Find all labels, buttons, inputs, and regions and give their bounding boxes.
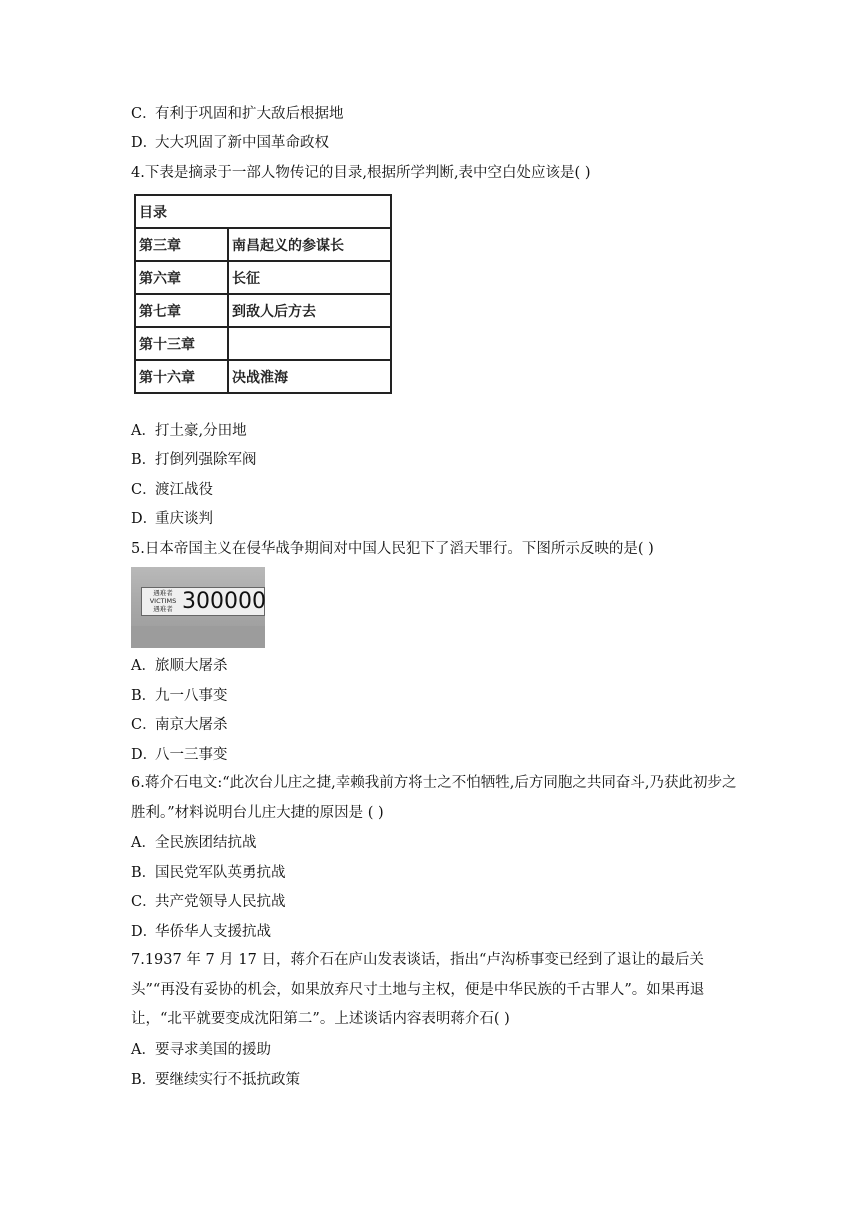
option-text: 重庆谈判: [155, 511, 213, 527]
victims-plaque: [141, 587, 265, 616]
toc-row: [135, 228, 391, 261]
toc-title: 南昌起义的参谋长: [228, 228, 391, 261]
option-text: 旅顺大屠杀: [155, 658, 228, 674]
option-text: 有利于巩固和扩大敌后根据地: [155, 106, 344, 122]
q6-option-c: [131, 892, 286, 912]
q6-stem: 6.蒋介石电文:“此次台儿庄之捷,幸赖我前方将士之不怕牺牲,后方同胞之共同奋斗,乃获此初步之胜利。”材料说明台儿庄大捷的原因是 ( ): [131, 775, 737, 821]
q3-option-d: [131, 133, 329, 153]
option-text: 南京大屠杀: [155, 717, 228, 733]
q4-option-a: [131, 421, 247, 441]
option-letter: A．: [131, 423, 156, 439]
plaque-label-line2: VICTIMS: [149, 597, 177, 605]
option-letter: D．: [131, 747, 158, 763]
option-letter: C．: [131, 894, 157, 910]
q5-option-a: [131, 656, 228, 676]
q6-option-d: [131, 922, 271, 942]
option-letter: D．: [131, 924, 158, 940]
q7-stem: 7.1937 年 7 月 17 日，蒋介石在庐山发表谈话，指出“卢沟桥事变已经到了退让的最后关头”“再没有妥协的机会，如果放弃尺寸土地与主权，便是中华民族的千古罪人”。如果再退让，“北平就要变成沈阳第二”。上述谈话内容表明蒋介石( ): [131, 952, 705, 1027]
toc-chapter: 第六章: [135, 261, 228, 294]
q5-option-c: [131, 715, 228, 735]
victims-plaque-photo: [131, 567, 265, 648]
q5-stem: 5.日本帝国主义在侵华战争期间对中国人民犯下了滔天罪行。下图所示反映的是( ): [131, 541, 654, 557]
q6-option-b: [131, 863, 286, 883]
option-text: 共产党领导人民抗战: [155, 894, 286, 910]
option-text: 要寻求美国的援助: [155, 1042, 271, 1058]
option-text: 全民族团结抗战: [155, 835, 257, 851]
q4-option-d: [131, 509, 213, 529]
toc-row: [135, 327, 391, 360]
option-letter: D．: [131, 511, 158, 527]
plaque-label-line1: 遇难者: [153, 589, 173, 597]
toc-header-row: [135, 195, 391, 228]
toc-title: 到敌人后方去: [228, 294, 391, 327]
option-text: 要继续实行不抵抗政策: [155, 1072, 300, 1088]
option-letter: A．: [131, 658, 156, 674]
q7-option-a: [131, 1040, 271, 1060]
option-letter: A．: [131, 1042, 156, 1058]
toc-chapter: 第十六章: [135, 360, 228, 393]
toc-title: 决战淮海: [228, 360, 391, 393]
q5-option-b: [131, 686, 228, 706]
plaque-number: 300000: [182, 589, 266, 614]
plaque-label: [145, 589, 181, 613]
toc-title: 长征: [228, 261, 391, 294]
toc-row: [135, 261, 391, 294]
toc-chapter: 第三章: [135, 228, 228, 261]
option-letter: C．: [131, 106, 157, 122]
option-text: 八一三事变: [155, 747, 228, 763]
option-letter: D．: [131, 135, 158, 151]
option-letter: B．: [131, 1072, 157, 1088]
toc-row: [135, 294, 391, 327]
q5-option-d: [131, 745, 228, 765]
option-text: 渡江战役: [155, 482, 213, 498]
toc-chapter: 第七章: [135, 294, 228, 327]
option-text: 大大巩固了新中国革命政权: [155, 135, 329, 151]
q4-option-c: [131, 480, 213, 500]
option-letter: C．: [131, 717, 157, 733]
toc-title-blank: [228, 327, 391, 360]
toc-chapter: 第十三章: [135, 327, 228, 360]
q7-option-b: [131, 1070, 300, 1090]
photo-wall-base: [131, 626, 265, 648]
option-letter: C．: [131, 482, 157, 498]
toc-row: [135, 360, 391, 393]
toc-header: 目录: [135, 195, 391, 228]
option-text: 国民党军队英勇抗战: [155, 865, 286, 881]
q4-option-b: [131, 450, 257, 470]
q6-option-a: [131, 833, 257, 853]
option-text: 九一八事变: [155, 688, 228, 704]
option-text: 打土豪,分田地: [155, 423, 247, 439]
q3-option-c: [131, 104, 344, 124]
option-letter: B．: [131, 452, 157, 468]
q4-stem: 4.下表是摘录于一部人物传记的目录,根据所学判断,表中空白处应该是( ): [131, 165, 591, 181]
option-letter: B．: [131, 688, 157, 704]
toc-table: [134, 194, 392, 394]
option-text: 华侨华人支援抗战: [155, 924, 271, 940]
option-text: 打倒列强除军阀: [155, 452, 257, 468]
option-letter: B．: [131, 865, 157, 881]
plaque-label-line3: 遇难者: [153, 605, 173, 613]
option-letter: A．: [131, 835, 156, 851]
